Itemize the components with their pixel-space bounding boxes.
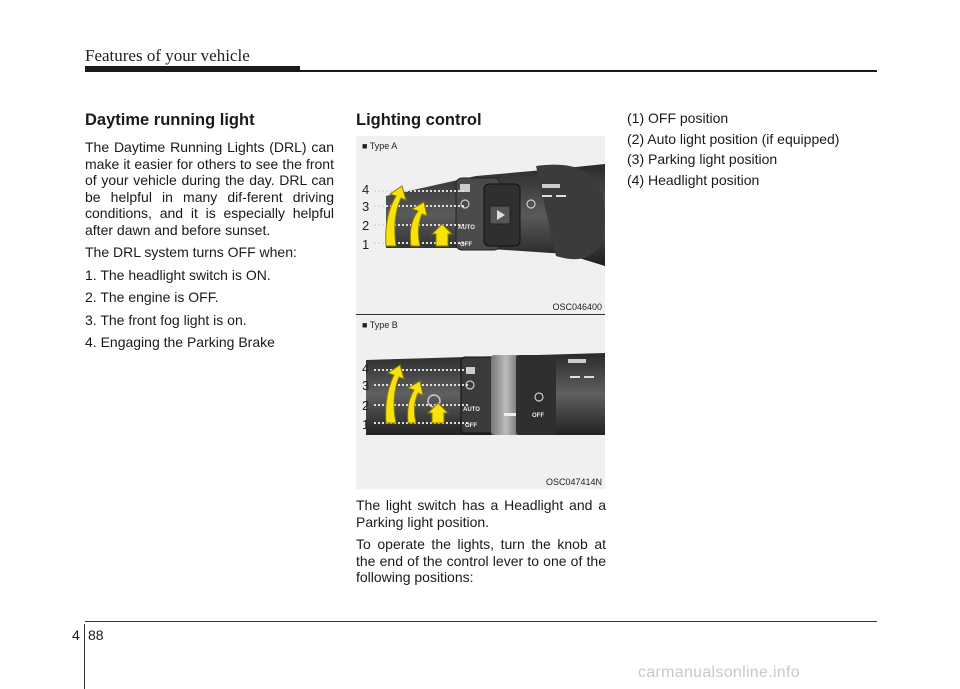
lever-illustration-type-b xyxy=(356,315,605,489)
position-number: 3 xyxy=(362,378,370,393)
positions-list xyxy=(627,110,877,192)
footer-rule xyxy=(85,621,877,622)
knob-label-off: OFF xyxy=(460,242,472,248)
knob-label-off: OFF xyxy=(532,413,544,419)
position-number: 4 xyxy=(362,361,370,376)
figure-code: OSC046400 xyxy=(552,302,602,312)
drl-heading: Daytime running light xyxy=(85,111,255,129)
figure-type-a xyxy=(356,136,605,314)
figure-type-b xyxy=(356,315,605,489)
drl-intro: The Daytime Running Lights (DRL) can make it easier for others to see the front of your vehicle during the day. DRL can be helpful in many dif-ferent driving conditions, and it is especially helpful after dawn and before sunset. xyxy=(85,139,334,238)
position-number: 1 xyxy=(362,237,370,252)
drl-condition: 1. The headlight switch is ON. xyxy=(85,266,271,283)
header-rule-thin xyxy=(300,70,877,72)
section-number: 4 xyxy=(72,627,80,643)
knob-label-auto: AUTO xyxy=(463,407,480,413)
figure-type-label: ■ Type B xyxy=(362,320,398,330)
position-number: 1 xyxy=(362,417,370,432)
drl-condition: 2. The engine is OFF. xyxy=(85,289,219,305)
page-number xyxy=(72,627,104,643)
position-number: 2 xyxy=(362,218,370,233)
figure-code: OSC047414N xyxy=(545,477,602,487)
position-number: 4 xyxy=(362,182,370,197)
lighting-body xyxy=(356,497,606,592)
position-item: (2) Auto light position (if equipped) xyxy=(627,130,840,147)
lighting-para-2: To operate the lights, turn the knob at the end of the control lever to one of the following positions: xyxy=(356,536,606,585)
lighting-heading: Lighting control xyxy=(356,111,482,129)
knob-label-auto: AUTO xyxy=(458,225,475,231)
drl-condition: 3. The front fog light is on. xyxy=(85,311,247,328)
watermark: carmanualsonline.info xyxy=(638,664,800,681)
position-number: 2 xyxy=(362,398,370,413)
drl-section xyxy=(85,110,334,357)
position-item: (3) Parking light position xyxy=(627,151,778,167)
lever-illustration-type-a xyxy=(356,136,605,314)
knob-label-off: OFF xyxy=(465,423,477,429)
drl-off-when: The DRL system turns OFF when: xyxy=(85,244,297,260)
figure-type-label: ■ Type A xyxy=(362,141,398,151)
position-item: (1) OFF position xyxy=(627,110,729,126)
lighting-para-1: The light switch has a Headlight and a Parking light position. xyxy=(356,497,606,530)
page-header-title: Features of your vehicle xyxy=(85,46,250,65)
lighting-section xyxy=(356,110,606,139)
position-number: 3 xyxy=(362,199,370,214)
drl-condition: 4. Engaging the Parking Brake xyxy=(85,334,275,350)
position-item: (4) Headlight position xyxy=(627,171,760,188)
page-num: 88 xyxy=(88,627,104,643)
header-rule-thick xyxy=(85,66,300,72)
